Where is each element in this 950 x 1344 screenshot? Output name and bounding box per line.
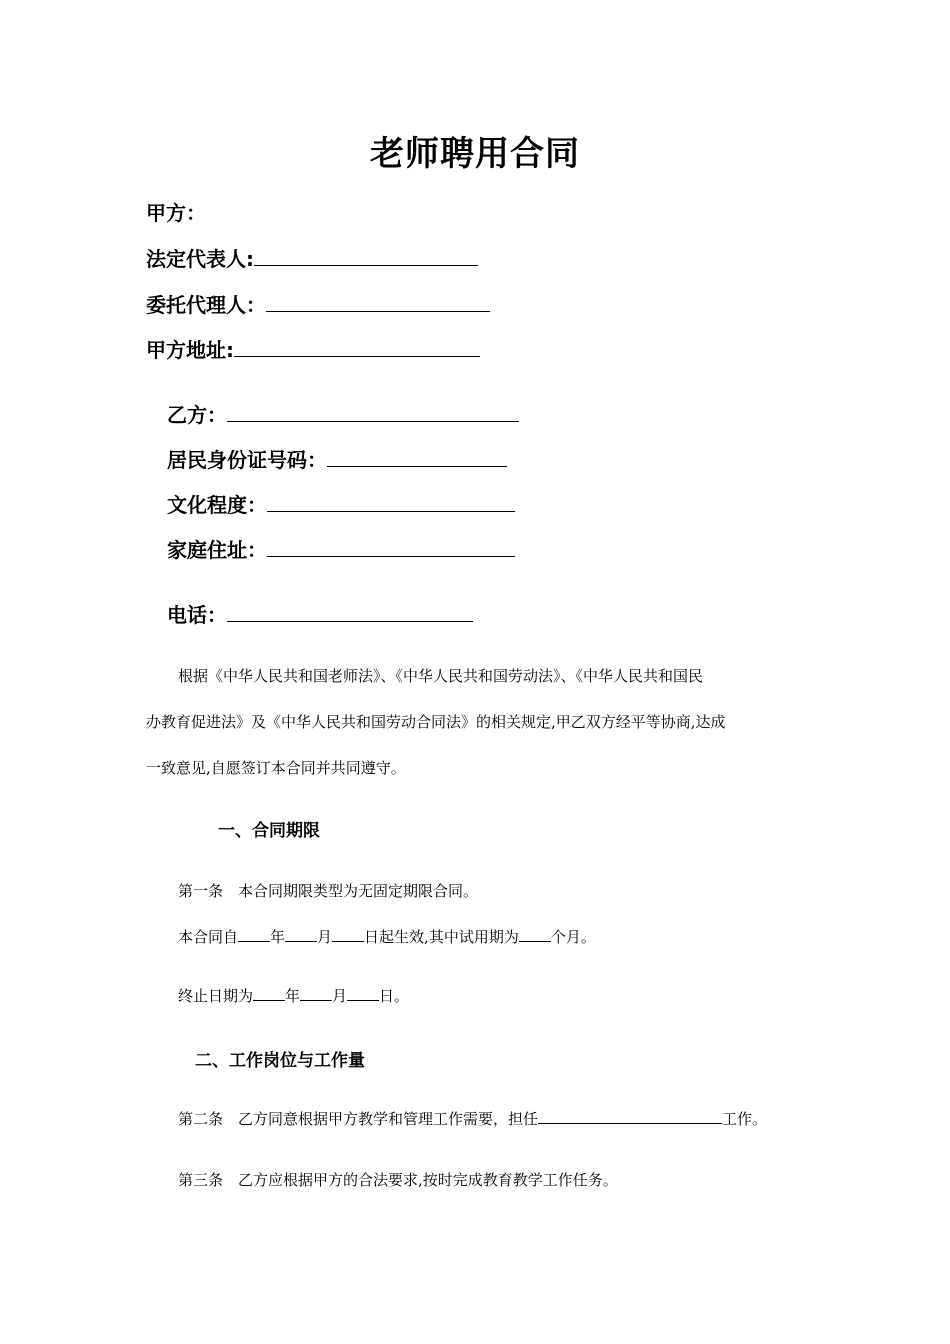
intro-line-3: 一致意见,自愿签订本合同并共同遵守。 [146,759,406,777]
end-text-3: 月 [332,987,348,1005]
intro-line-1: 根据《中华人民共和国老师法》、《中华人民共和国劳动法》、《中华人民共和国民 [178,667,704,685]
article-2-text-2: 工作。 [722,1110,768,1128]
document-title: 老师聘用合同 [370,134,580,174]
phone-field [167,599,473,628]
start-day-blank[interactable] [332,927,364,942]
legal-rep-field [146,243,478,272]
phone-blank[interactable] [227,603,473,622]
education-blank[interactable] [267,493,515,512]
party-a-address-field [146,334,480,363]
legal-rep-blank[interactable] [254,247,478,266]
end-year-blank[interactable] [253,986,285,1001]
party-b-label: 乙方： [167,403,227,427]
start-text-2: 年 [270,928,286,946]
id-number-field [167,444,507,473]
home-address-field [167,534,515,563]
end-month-blank[interactable] [300,986,332,1001]
contract-start-line [178,927,596,947]
probation-months-blank[interactable] [519,927,551,942]
agent-blank[interactable] [266,293,490,312]
article-2 [178,1109,767,1129]
id-number-blank[interactable] [327,448,507,467]
end-text-4: 日。 [379,987,410,1005]
agent-label: 委托代理人： [146,293,266,317]
end-day-blank[interactable] [347,986,379,1001]
start-text-5: 个月。 [550,928,596,946]
start-month-blank[interactable] [285,927,317,942]
phone-label: 电话： [167,603,227,627]
start-year-blank[interactable] [238,927,270,942]
contract-end-line [178,986,409,1006]
party-b-blank[interactable] [227,403,519,422]
education-field [167,489,515,518]
home-address-label: 家庭住址： [167,538,267,562]
education-label: 文化程度： [167,493,267,517]
party-a-label: 甲方： [146,201,206,225]
article-2-text-1: 第二条 乙方同意根据甲方教学和管理工作需要，担任 [178,1110,539,1128]
section-1-heading: 一、合同期限 [218,821,320,841]
section-2-heading: 二、工作岗位与工作量 [195,1051,365,1071]
party-b-field [167,399,519,428]
article-3: 第三条 乙方应根据甲方的合法要求,按时完成教育教学工作任务。 [178,1171,618,1189]
id-number-label: 居民身份证号码： [167,448,327,472]
agent-field [146,289,490,318]
party-a-address-label: 甲方地址: [146,338,234,362]
article-1: 第一条 本合同期限类型为无固定期限合同。 [178,882,479,900]
start-text-4: 日起生效,其中试用期为 [364,928,519,946]
home-address-blank[interactable] [267,538,515,557]
position-blank[interactable] [538,1109,722,1124]
intro-line-2: 办教育促进法》及《中华人民共和国劳动合同法》的相关规定,甲乙双方经平等协商,达成 [146,713,726,731]
party-a-address-blank[interactable] [234,338,480,357]
legal-rep-label: 法定代表人: [146,247,254,271]
start-text-1: 本合同自 [178,928,239,946]
end-text-1: 终止日期为 [178,987,254,1005]
start-text-3: 月 [317,928,333,946]
end-text-2: 年 [285,987,301,1005]
